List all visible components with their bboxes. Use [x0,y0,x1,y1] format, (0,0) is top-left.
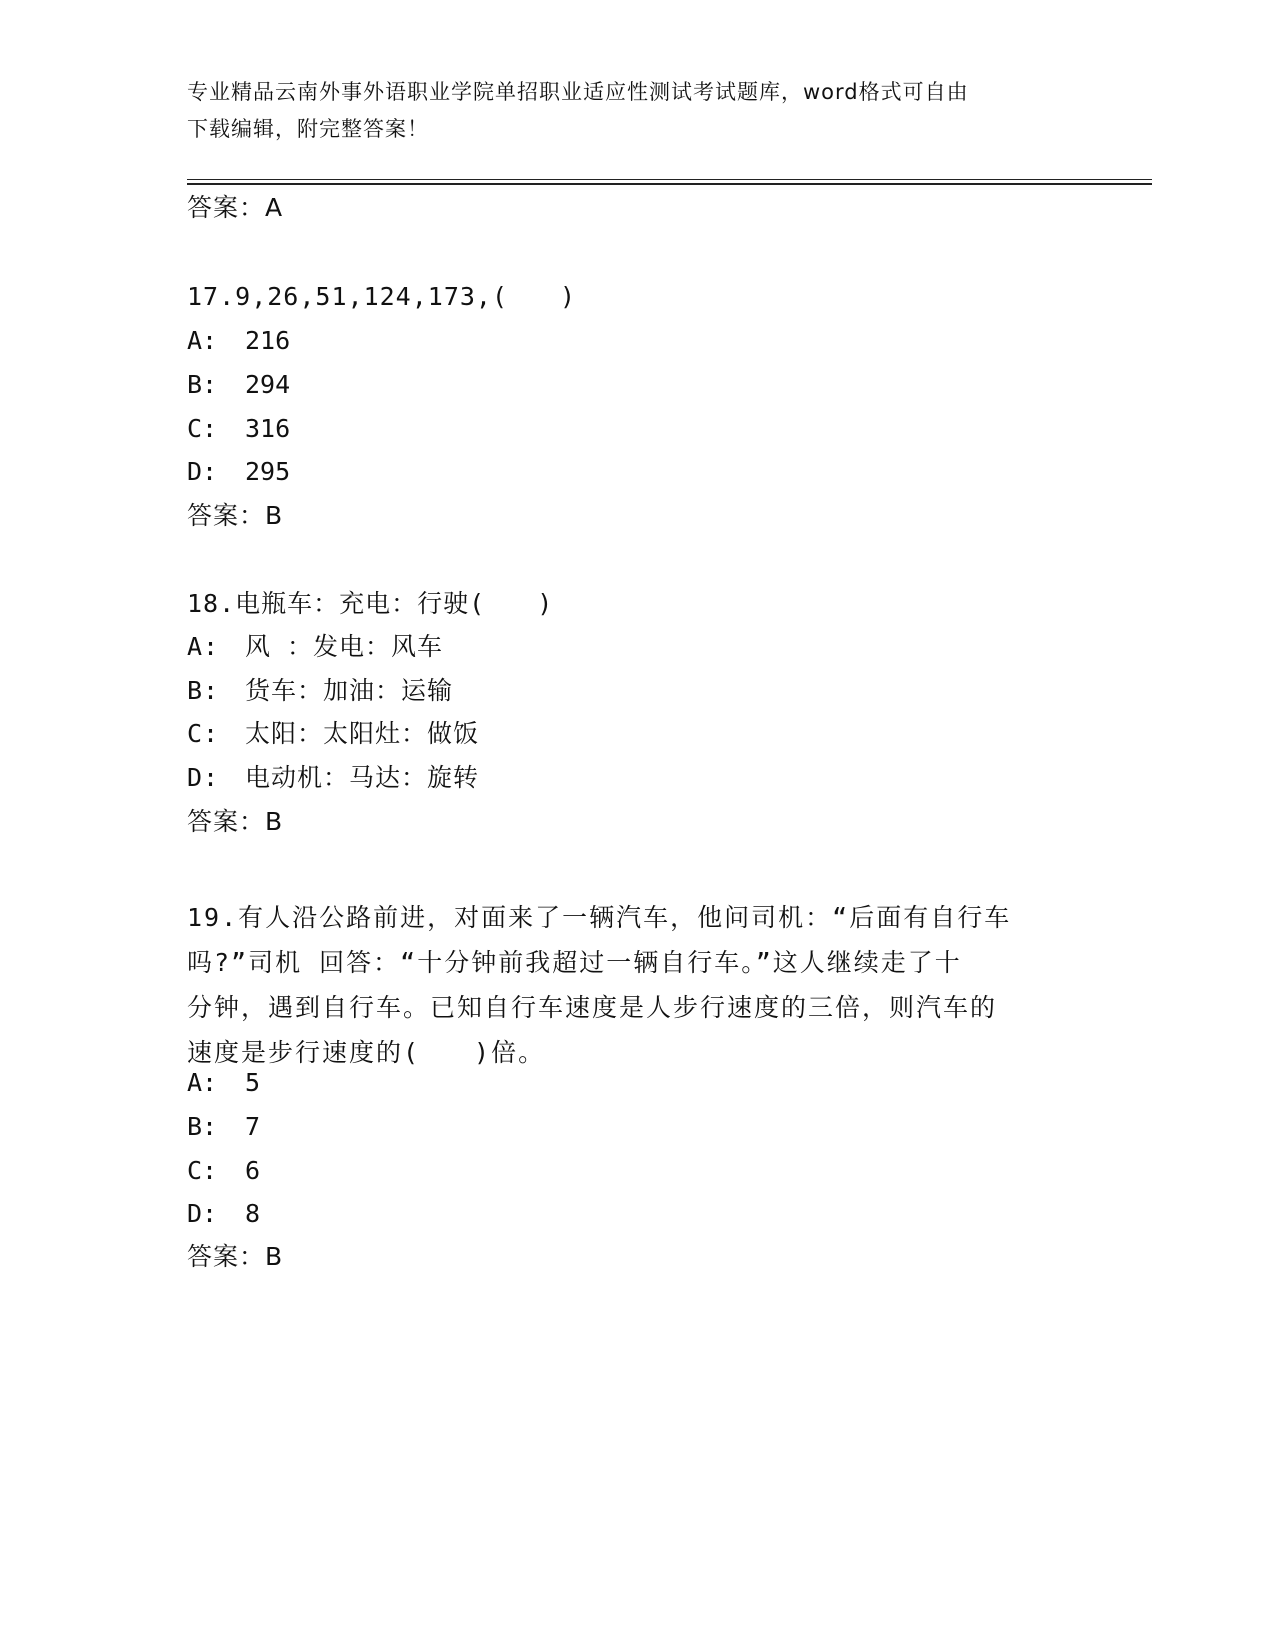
option-text: 7 [245,1112,261,1141]
option-letter: B: [187,1112,218,1141]
option-text: 216 [245,326,291,355]
q19-option-d [187,1199,260,1229]
q18-answer: 答案：B [187,807,284,836]
option-letter: B: [187,676,220,705]
option-text: 6 [245,1156,261,1185]
header-line-1: 专业精品云南外事外语职业学院单招职业适应性测试考试题库，word格式可自由 [187,80,969,104]
q17-option-c [187,414,290,444]
q19-stem [187,895,1087,1075]
option-letter: C: [187,414,218,443]
document-header [187,74,1067,148]
q19-option-c [187,1156,260,1186]
option-text: 货车：加油：运输 [245,676,454,705]
q17-option-b [187,370,290,400]
option-letter: A: [187,1068,218,1097]
q19-stem-line-3: 分钟，遇到自行车。已知自行车速度是人步行速度的三倍，则汽车的 [187,993,998,1022]
option-text: 5 [245,1068,261,1097]
option-text: 太阳：太阳灶：做饭 [245,719,480,748]
option-text: 295 [245,457,291,486]
q18-option-c [187,719,479,749]
option-letter: D: [187,1199,218,1228]
option-text: 294 [245,370,291,399]
option-letter: A: [187,326,218,355]
option-text: 电动机：马达：旋转 [245,763,480,792]
option-letter: D: [187,457,218,486]
q18-option-d [187,763,479,793]
header-rule-thick [187,183,1152,185]
option-text: 8 [245,1199,261,1228]
previous-answer: 答案：A [187,193,284,222]
q18-option-b [187,676,453,706]
q19-stem-line-4: 速度是步行速度的( )倍。 [187,1038,546,1067]
option-letter: B: [187,370,218,399]
option-letter: C: [187,719,220,748]
q19-option-b [187,1112,260,1142]
option-text: 风 ：发电：风车 [245,632,444,661]
header-rule-thin [187,179,1152,180]
option-letter: C: [187,1156,218,1185]
q18-stem: 18.电瓶车：充电：行驶( ) [187,589,554,618]
option-letter: D: [187,763,220,792]
option-text: 316 [245,414,291,443]
q19-stem-line-2: 吗?”司机 回答：“十分钟前我超过一辆自行车。”这人继续走了十 [187,948,962,977]
q17-answer: 答案：B [187,501,284,530]
q17-option-a [187,326,290,356]
q19-option-a [187,1068,260,1098]
q19-answer: 答案：B [187,1242,284,1271]
q17-option-d [187,457,290,487]
option-letter: A: [187,632,220,661]
q19-stem-line-1: 19.有人沿公路前进，对面来了一辆汽车，他问司机：“后面有自行车 [187,903,1012,932]
q17-stem: 17.9,26,51,124,173,( ) [187,282,577,311]
q18-option-a [187,632,443,662]
header-line-2: 下载编辑，附完整答案！ [187,117,429,141]
